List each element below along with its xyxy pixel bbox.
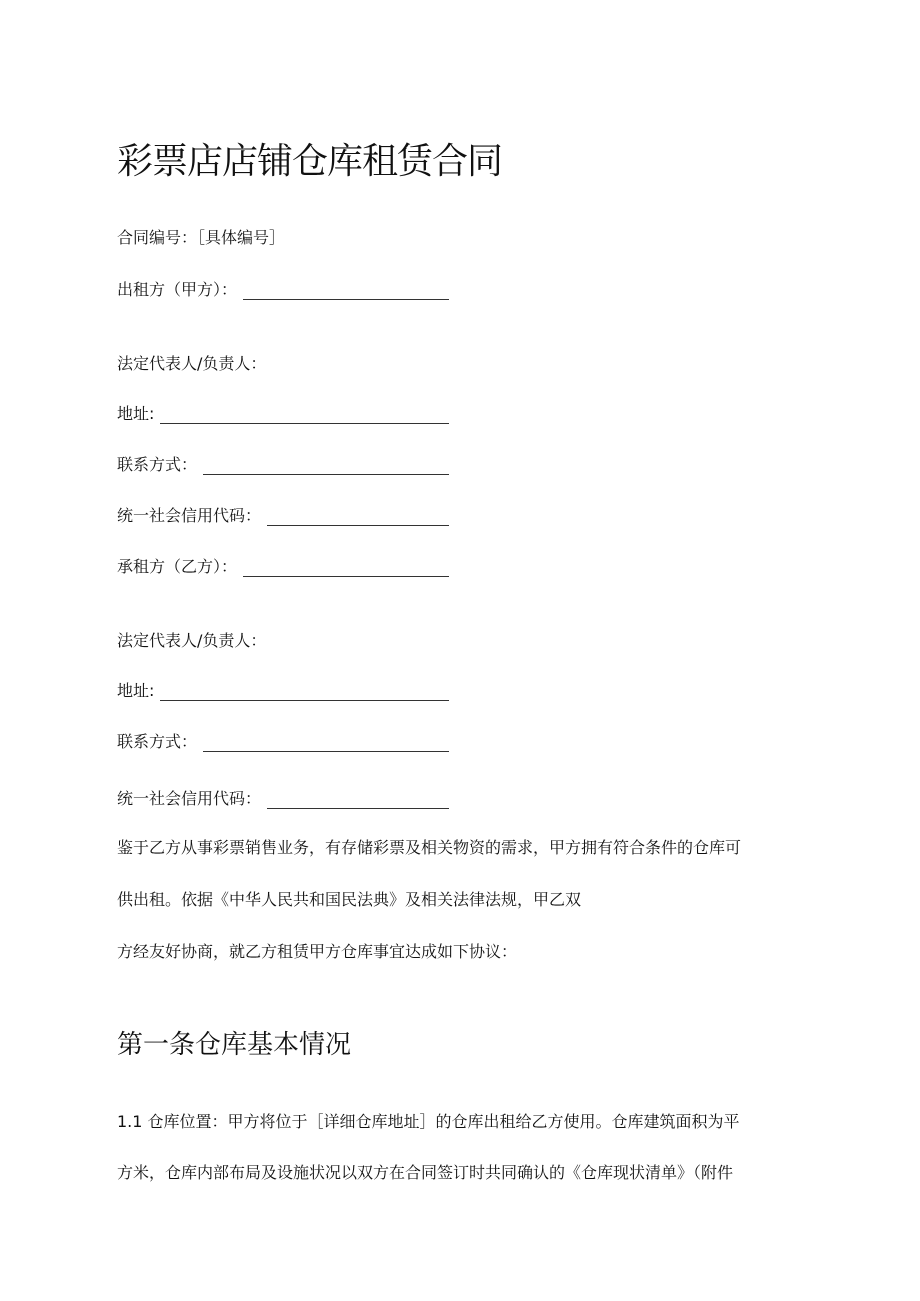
preamble-line-1: 鉴于乙方从事彩票销售业务，有存储彩票及相关物资的需求，甲方拥有符合条件的仓库可	[117, 838, 742, 857]
document-title: 彩票店店铺仓库租赁合同	[117, 141, 503, 182]
party-b-representative-line	[117, 631, 266, 651]
party-b-line	[117, 557, 449, 577]
party-b-contact-line	[117, 732, 449, 752]
party-a-contact-line	[117, 455, 449, 475]
party-a-credit-code-blank[interactable]	[267, 510, 449, 526]
party-b-credit-code-line	[117, 789, 449, 809]
contract-number-label: 合同编号：	[117, 228, 198, 247]
party-b-address-blank[interactable]	[160, 685, 449, 701]
party-b-address-line	[117, 681, 449, 701]
preamble-line-2: 供出租。依据《中华人民共和国民法典》及相关法律法规，甲乙双	[117, 890, 582, 909]
party-b-blank[interactable]	[243, 561, 449, 577]
contract-number-value: ［具体编号］	[197, 228, 286, 247]
preamble-line-3: 方经友好协商，就乙方租赁甲方仓库事宜达成如下协议：	[117, 942, 518, 961]
party-a-credit-code-line	[117, 506, 449, 526]
contract-number-line	[117, 228, 285, 248]
party-a-address-blank[interactable]	[160, 408, 449, 424]
party-b-contact-label: 联系方式：	[117, 732, 198, 751]
party-a-representative-label: 法定代表人/负责人：	[117, 354, 267, 373]
party-a-credit-code-label: 统一社会信用代码：	[117, 506, 262, 525]
party-b-representative-label: 法定代表人/负责人：	[117, 631, 267, 650]
party-a-line	[117, 280, 449, 300]
party-b-contact-blank[interactable]	[203, 736, 449, 752]
article-1-heading: 第一条仓库基本情况	[117, 1030, 352, 1060]
party-a-address-label: 地址:	[117, 404, 155, 423]
party-b-address-label: 地址:	[117, 681, 155, 700]
party-a-contact-label: 联系方式：	[117, 455, 198, 474]
clause-1-1-line-2: 方米，仓库内部布局及设施状况以双方在合同签订时共同确认的《仓库现状清单》（附件	[117, 1163, 734, 1182]
party-a-contact-blank[interactable]	[203, 459, 449, 475]
party-a-representative-line	[117, 354, 266, 374]
party-b-credit-code-label: 统一社会信用代码：	[117, 789, 262, 808]
party-a-label: 出租方（甲方）：	[117, 280, 238, 299]
party-a-address-line	[117, 404, 449, 424]
party-b-credit-code-blank[interactable]	[267, 793, 449, 809]
party-b-label: 承租方（乙方）：	[117, 557, 238, 576]
clause-1-1-line-1: 1.1 仓库位置：甲方将位于［详细仓库地址］的仓库出租给乙方使用。仓库建筑面积为平	[117, 1112, 740, 1131]
party-a-blank[interactable]	[243, 284, 449, 300]
